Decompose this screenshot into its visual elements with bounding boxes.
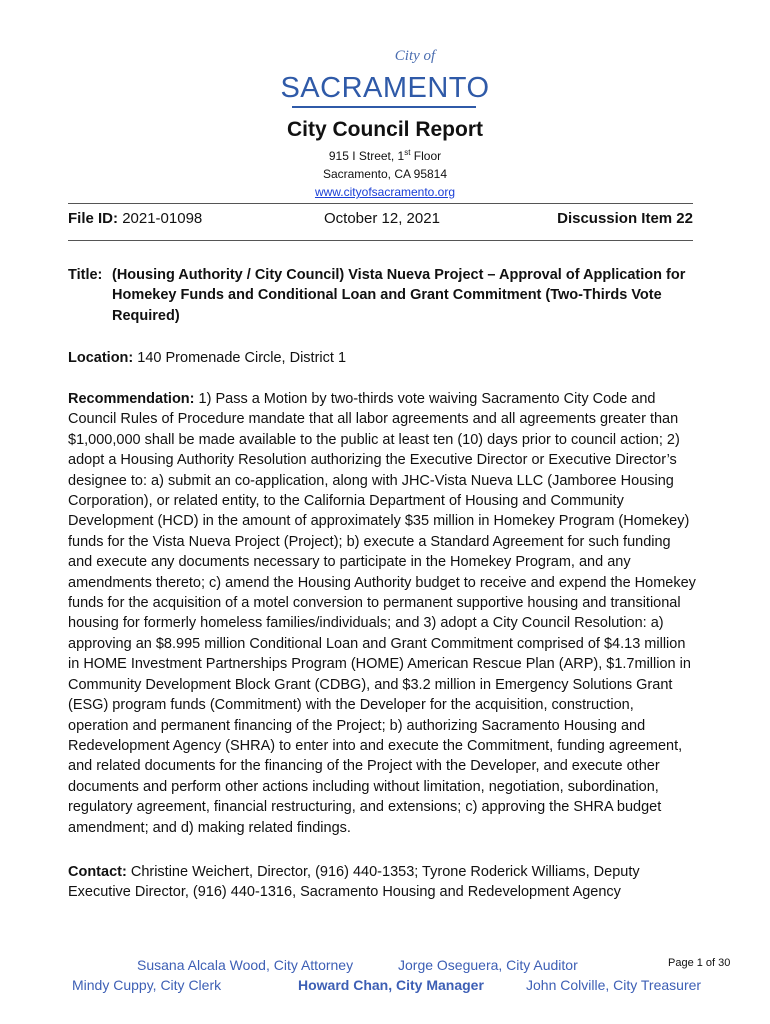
file-id-label: File ID: bbox=[68, 210, 119, 227]
page-number: Page 1 of 30 bbox=[668, 957, 731, 969]
contact-section bbox=[68, 862, 698, 903]
recommendation-label: Recommendation: bbox=[68, 391, 195, 407]
street-sup: st bbox=[404, 148, 411, 157]
website-link-row bbox=[0, 183, 770, 201]
street-text: 915 I Street, 1 bbox=[328, 149, 405, 163]
street-suffix: Floor bbox=[410, 149, 442, 163]
logo-underline bbox=[292, 106, 476, 108]
location-text: 140 Promenade Circle, District 1 bbox=[137, 350, 347, 366]
footer-attorney: Susana Alcala Wood, City Attorney bbox=[137, 957, 354, 973]
footer-treasurer: John Colville, City Treasurer bbox=[526, 977, 702, 993]
report-date: October 12, 2021 bbox=[324, 210, 440, 227]
title-text: (Housing Authority / City Council) Vista Nueva Project – Approval of Application for Homekey Funds and Conditional Loan and Grant Commitment (Two-Thirds Vote Required) bbox=[112, 267, 686, 324]
location-section bbox=[68, 348, 698, 368]
recommendation-text: 1) Pass a Motion by two-thirds vote waiving Sacramento City Code and Council Rules of Procedure mandate that all labor agreements and all agreements greater than $1,000,000 shall be made available to the public at least ten (10) days prior to council action; 2) adopt a Housing Authority Resolution authorizing the Executive Director or Executive Director’s designee to: a) submit an co-application, along with JHC-Vista Nueva LLC (Jamboree Housing Corporation), or related entity, to the California Department of Housing and Community Development (HCD) in the amount of approximately $35 million in Homekey Program (Homekey) funds for the Vista Nueva Project (Project); b) execute a Standard Agreement for such funding and execute any documents necessary to participate in the Homekey Program, and any amendments thereto; c) amend the Housing Authority budget to receive and expend the Homekey funds for the acquisition of a motel conversion to permanent supportive housing and transitional housing for formerly homeless families/individuals; and 3) adopt a City Council Resolution: a) approving an $8.995 million Conditional Loan and Grant Commitment comprised of $4.13 million in HOME Investment Partnerships Program (HOME) American Rescue Plan (ARP), $1.7million in Community Development Block Grant (CDBG), and $3.2 million in Emergency Solutions Grant (ESG) program funds (Commitment) with the Developer for the acquisition, construction, operation and permanent financing of the Project; b) authorizing Sacramento Housing and Redevelopment Agency (SHRA) to enter into and execute the Commitment, funding agreement, and related documents for the financing of the Project with the Developer, and execute other documents and perform other actions including without limitation, negotiation, subordination, regulatory agreement, financial restructuring, and extensions; c) approving the SHRA budget amendment; and d) making related findings. bbox=[68, 391, 696, 836]
footer-auditor: Jorge Oseguera, City Auditor bbox=[398, 957, 578, 973]
location-label: Location: bbox=[68, 350, 134, 366]
divider-top bbox=[68, 203, 693, 204]
recommendation-section bbox=[68, 389, 698, 838]
title-label: Title: bbox=[68, 267, 103, 283]
file-id bbox=[68, 210, 202, 227]
title-section bbox=[68, 265, 698, 326]
discussion-item: Discussion Item 22 bbox=[557, 210, 693, 227]
divider-bottom bbox=[68, 240, 693, 241]
footer-clerk: Mindy Cuppy, City Clerk bbox=[72, 977, 222, 993]
contact-label: Contact: bbox=[68, 864, 127, 880]
report-header bbox=[0, 116, 770, 201]
address-street bbox=[0, 144, 770, 165]
footer-manager: Howard Chan, City Manager bbox=[298, 977, 484, 993]
website-link[interactable]: www.cityofsacramento.org bbox=[314, 185, 456, 199]
logo-city-of: City of bbox=[394, 48, 436, 64]
file-id-value: 2021-01098 bbox=[122, 210, 203, 227]
address-city: Sacramento, CA 95814 bbox=[322, 167, 448, 181]
contact-text: Christine Weichert, Director, (916) 440-1353; Tyrone Roderick Williams, Deputy Executive Director, (916) 440-1316, Sacramento Housing and Redevelopment Agency bbox=[68, 864, 640, 901]
logo-sacramento: SACRAMENTO bbox=[280, 72, 490, 104]
page-title: City Council Report bbox=[286, 118, 483, 141]
